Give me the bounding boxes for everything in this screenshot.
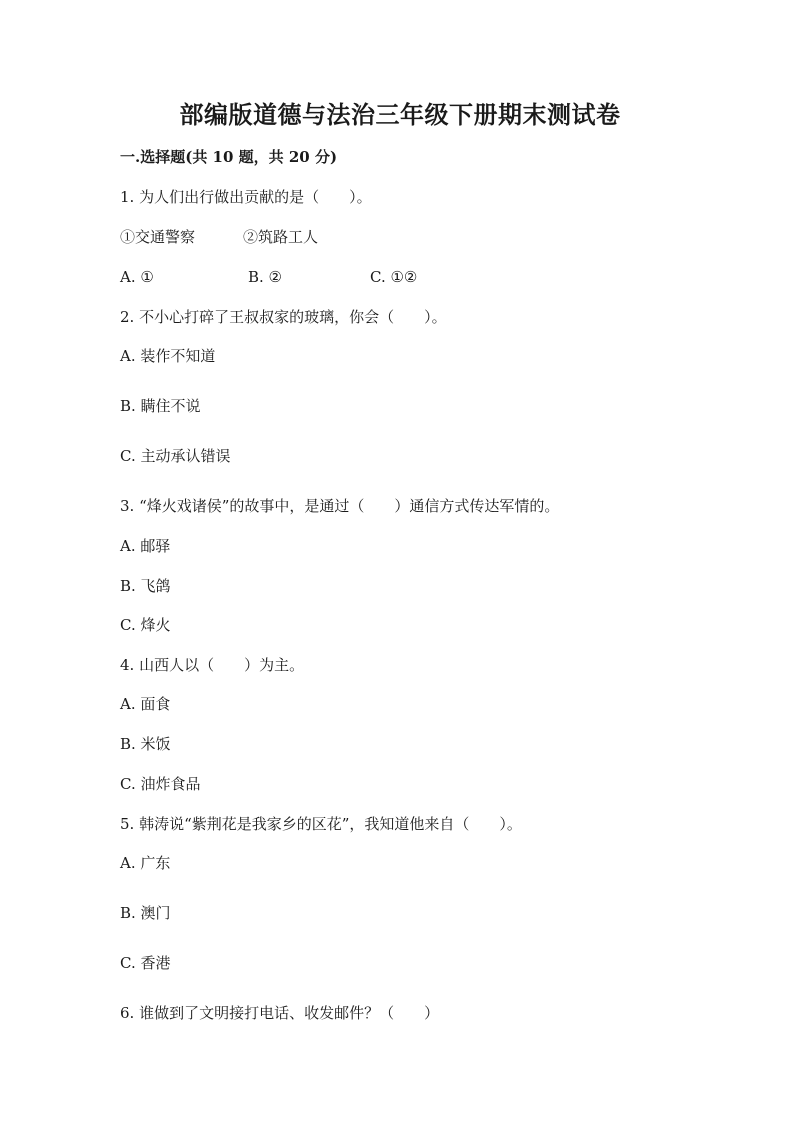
question-5-option-b: B. 澳门 [120,904,171,922]
question-4-option-a: A. 面食 [120,695,171,713]
question-1-item-2: ②筑路工人 [243,228,319,246]
question-4-option-b: B. 米饭 [120,735,171,753]
question-2-option-c: C. 主动承认错误 [120,447,231,465]
section-heading: 一.选择题(共 10 题，共 20 分) [120,148,338,166]
question-6-stem: 6. 谁做到了文明接打电话、收发邮件？（ ） [120,1004,440,1022]
question-5-option-a: A. 广东 [120,854,171,872]
question-1-option-a: A. ① [120,268,154,286]
question-2-option-b: B. 瞒住不说 [120,397,201,415]
page-title: 部编版道德与法治三年级下册期末测试卷 [179,100,621,129]
question-1-option-c: C. ①② [370,268,418,286]
question-2-stem: 2. 不小心打碎了王叔叔家的玻璃，你会（ ）。 [120,308,447,326]
question-1-option-b: B. ② [248,268,283,286]
question-4-stem: 4. 山西人以（ ）为主。 [120,656,305,674]
question-5-stem: 5. 韩涛说“紫荆花是我家乡的区花”，我知道他来自（ ）。 [120,815,522,833]
question-3-option-a: A. 邮驿 [120,537,171,555]
question-4-option-c: C. 油炸食品 [120,775,201,793]
question-2-option-a: A. 装作不知道 [120,347,216,365]
question-5-option-c: C. 香港 [120,954,171,972]
question-1-stem: 1. 为人们出行做出贡献的是（ ）。 [120,188,372,206]
question-1-item-1: ①交通警察 [120,228,196,246]
question-3-option-b: B. 飞鸽 [120,577,171,595]
question-3-stem: 3. “烽火戏诸侯”的故事中，是通过（ ）通信方式传达军情的。 [120,497,560,515]
question-3-option-c: C. 烽火 [120,616,171,634]
